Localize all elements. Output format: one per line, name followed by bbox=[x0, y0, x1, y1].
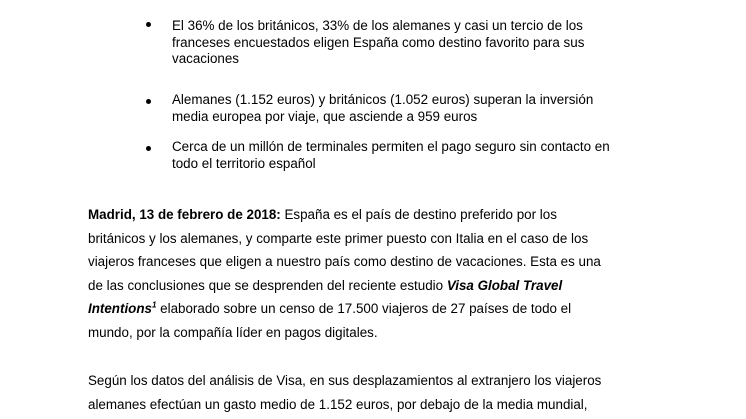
text-line: Según los datos del análisis de Visa, en sus desplazamientos al extranjero los viajeros bbox=[88, 373, 602, 388]
text-line: todo el territorio español bbox=[172, 155, 316, 171]
text-line: mundo, por la compañía líder en pagos digitales. bbox=[88, 324, 378, 340]
text-line: Alemanes (1.152 euros) y británicos (1.052 euros) superan la inversión bbox=[172, 92, 594, 107]
bullet-icon bbox=[146, 22, 151, 27]
text-span: elaborado sobre un censo de 17.500 viajeros de 27 países de todo el bbox=[156, 301, 572, 316]
text-line: británicos y los alemanes, y comparte este primer puesto con Italia en el caso de los bbox=[88, 230, 589, 246]
text-line bbox=[88, 274, 698, 298]
bullet-icon bbox=[146, 99, 151, 104]
dateline: Madrid, 13 de febrero de 2018: bbox=[88, 207, 281, 222]
body-paragraph bbox=[88, 369, 698, 416]
text-line: alemanes efectúan un gasto medio de 1.152 euros, por debajo de la media mundial, bbox=[88, 396, 588, 412]
list-item-text bbox=[172, 92, 692, 125]
footnote-marker: 1 bbox=[151, 300, 157, 310]
text-line: viajeros franceses que eligen a nuestro país como destino de vacaciones. Esta es una bbox=[88, 254, 601, 269]
text-line: vacaciones bbox=[172, 51, 239, 66]
text-line: franceses encuestados eligen España como destino favorito para sus bbox=[172, 34, 585, 50]
text-line bbox=[88, 203, 698, 227]
text-span: España es el país de destino preferido por los bbox=[280, 207, 557, 222]
bullet-icon bbox=[146, 146, 151, 151]
study-title: Visa Global Travel bbox=[446, 277, 563, 293]
lead-paragraph bbox=[88, 203, 698, 344]
list-item-text bbox=[172, 139, 692, 172]
study-title: Intentions bbox=[88, 301, 152, 316]
text-line: Cerca de un millón de terminales permiten el pago seguro sin contacto en bbox=[172, 139, 610, 154]
text-span: de las conclusiones que se desprenden del reciente estudio bbox=[88, 277, 447, 293]
text-line bbox=[88, 297, 698, 321]
list-item-text bbox=[172, 18, 692, 68]
text-line: media europea por viaje, que asciende a 959 euros bbox=[172, 108, 478, 124]
text-line: El 36% de los británicos, 33% de los alemanes y casi un tercio de los bbox=[172, 18, 583, 33]
